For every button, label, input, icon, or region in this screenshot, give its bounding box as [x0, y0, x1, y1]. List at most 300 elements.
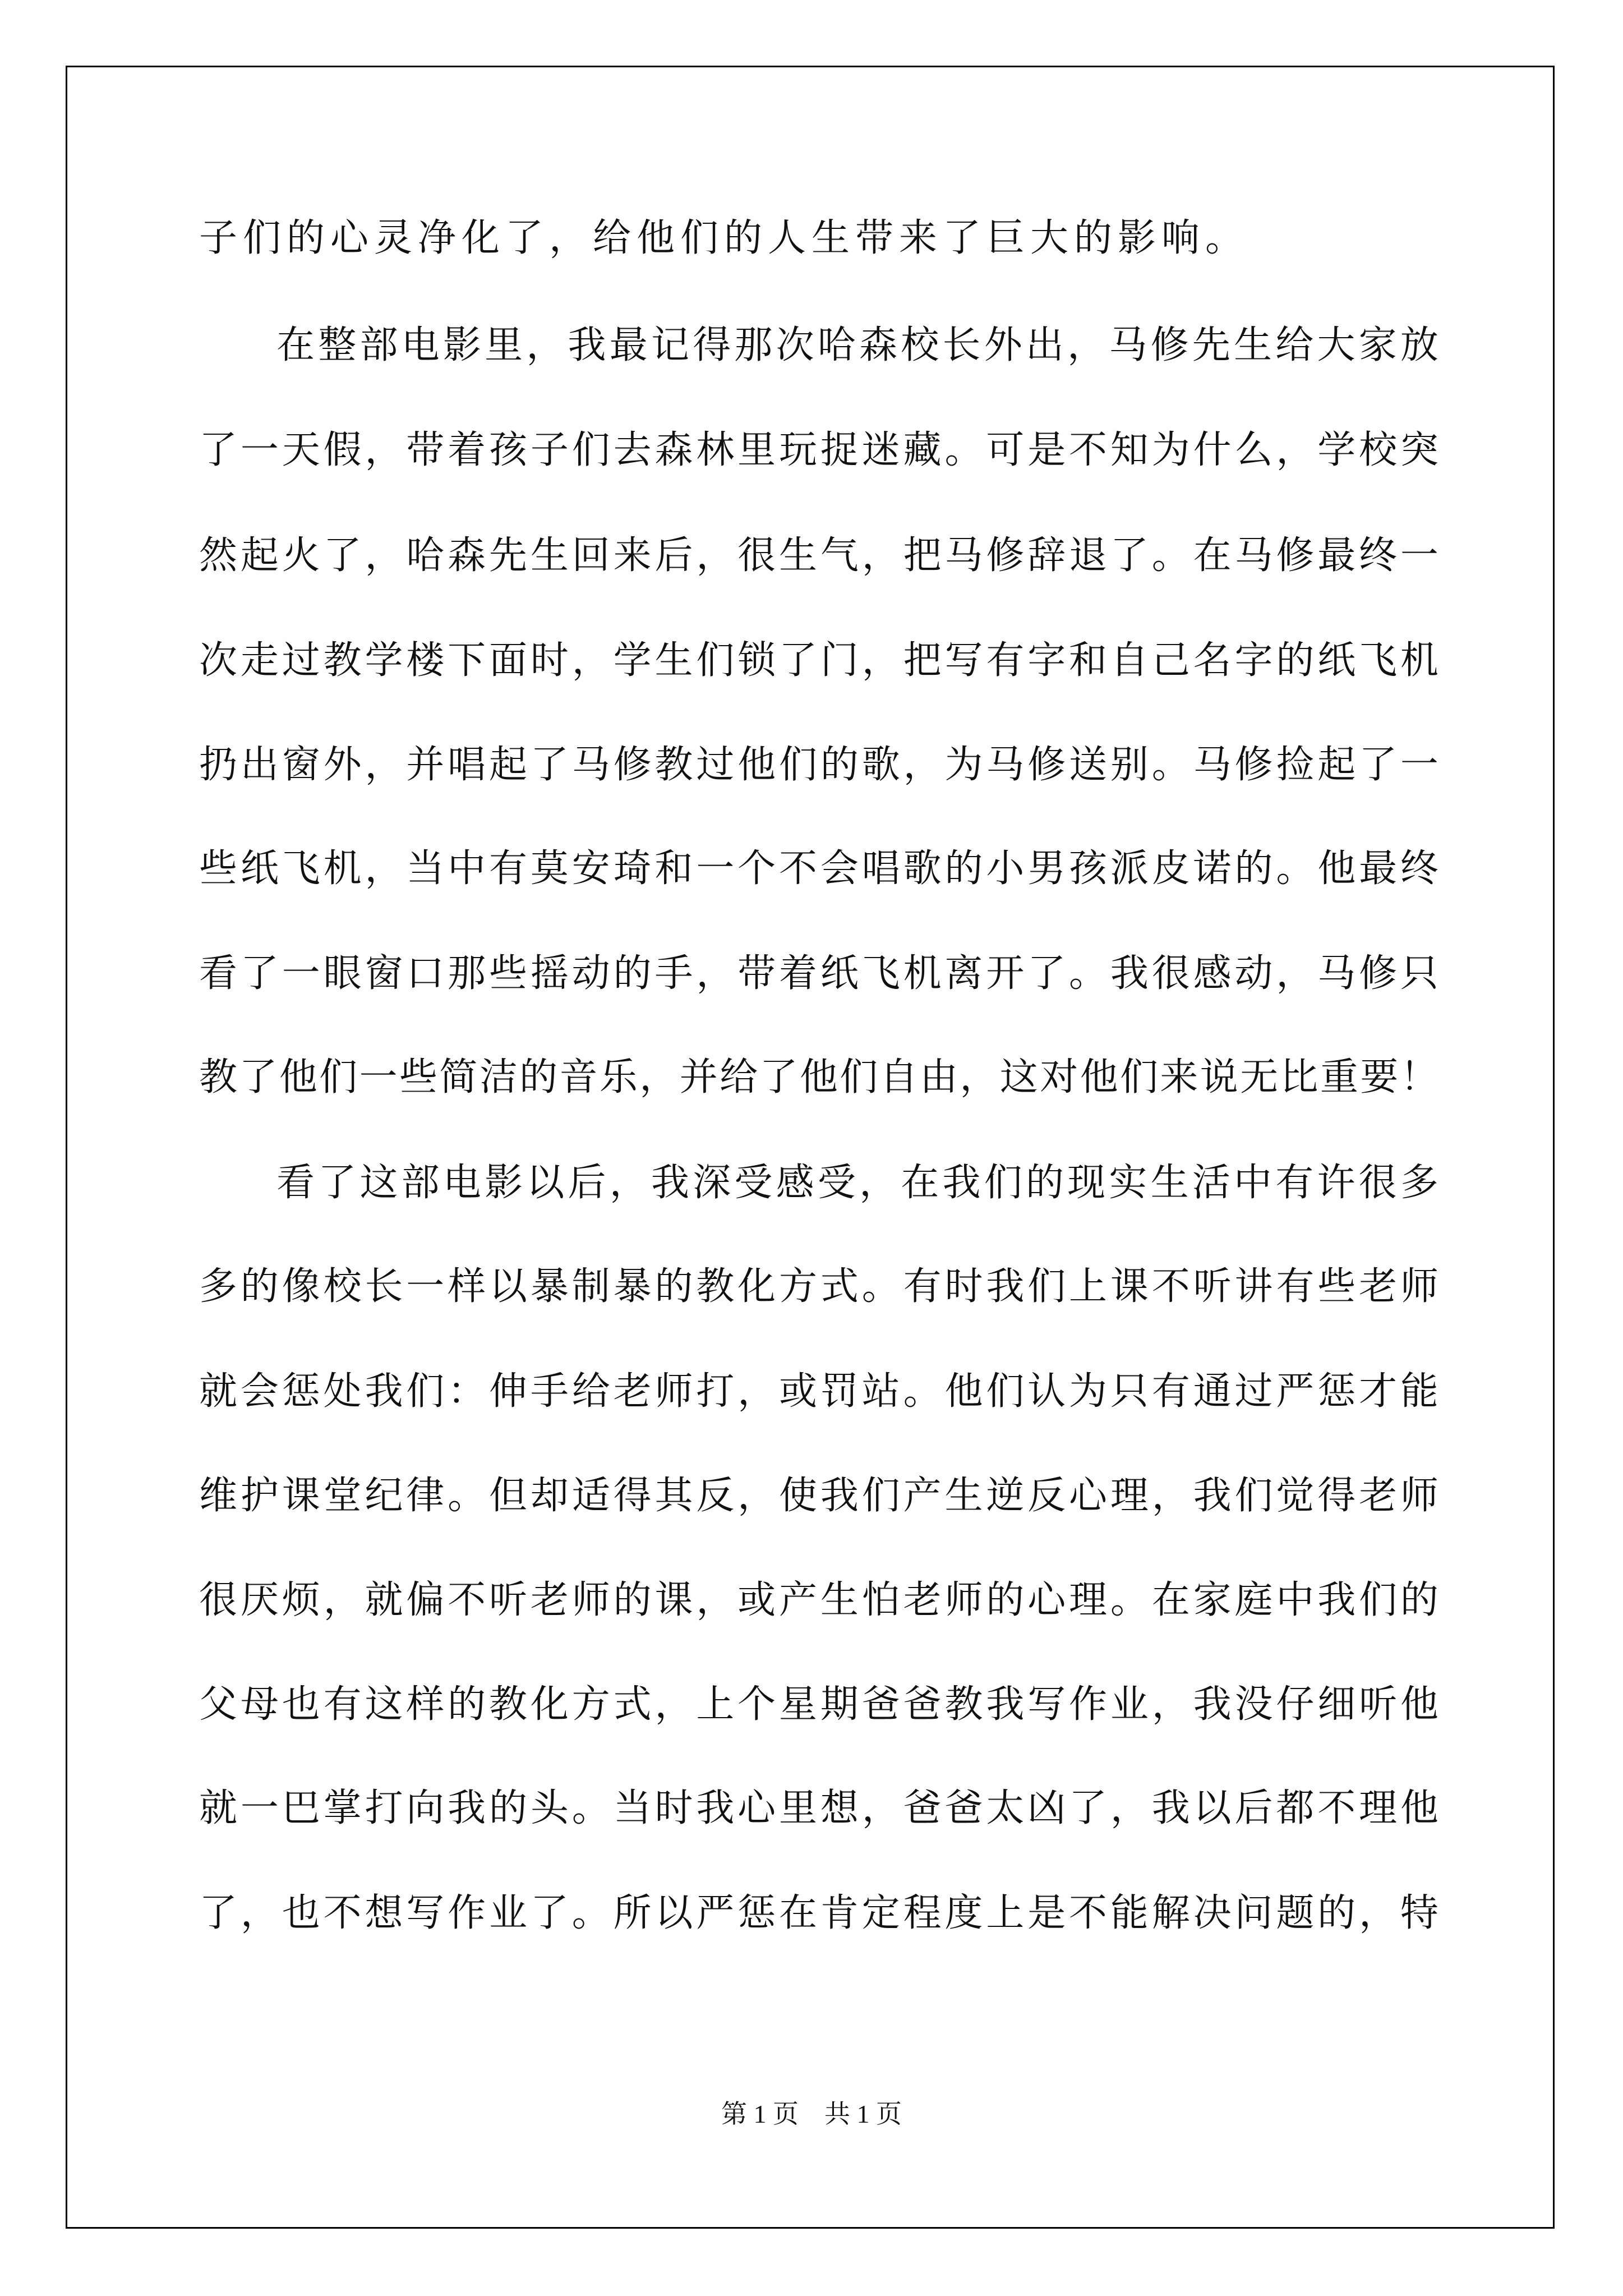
text-char: 的: [986, 1578, 1025, 1622]
text-char: 个: [737, 846, 776, 891]
text-char: 惩: [282, 1369, 320, 1414]
text-char: 程: [903, 1891, 942, 1935]
text-char: 了: [1069, 1786, 1108, 1830]
text-line-8: [199, 946, 1438, 1002]
text-char: 有: [903, 1264, 942, 1309]
text-char: 都: [1276, 1786, 1315, 1830]
text-char: ，: [639, 1055, 678, 1099]
text-char: 师: [654, 1369, 693, 1414]
text-char: 以: [489, 1264, 528, 1309]
text-char: 天: [282, 428, 320, 472]
text-char: 们: [861, 1474, 900, 1518]
text-char: 飞: [861, 951, 900, 996]
text-char: 就: [365, 1578, 403, 1622]
text-char: 处: [323, 1369, 362, 1414]
text-char: 们: [696, 638, 735, 683]
text-char: 理: [1069, 1578, 1108, 1622]
text-line-13: [199, 1468, 1438, 1524]
text-char: 受: [734, 1161, 773, 1205]
text-char: 终: [1359, 533, 1398, 578]
text-char: 。: [1069, 951, 1108, 996]
text-char: ，: [571, 638, 610, 683]
text-char: 我: [942, 1161, 981, 1205]
text-char: 式: [820, 1264, 859, 1309]
text-char: 个: [737, 1682, 776, 1727]
text-char: 会: [240, 1369, 279, 1414]
text-char: 的: [489, 1786, 528, 1830]
text-char: 马: [571, 743, 610, 787]
text-char: 老: [530, 1578, 569, 1622]
text-char: 头: [530, 1786, 569, 1830]
text-char: 爸: [944, 1786, 983, 1830]
text-char: 在: [276, 323, 315, 367]
text-char: 这: [999, 1055, 1038, 1099]
text-char: ，: [960, 1055, 998, 1099]
text-char: 作: [448, 1891, 486, 1935]
text-char: 扔: [199, 743, 238, 787]
text-char: 了: [1110, 533, 1149, 578]
text-char: 爸: [903, 1786, 942, 1830]
text-char: 的: [1400, 1578, 1438, 1622]
text-char: 向: [406, 1786, 445, 1830]
text-char: 我: [448, 1786, 486, 1830]
text-char: 看: [276, 1161, 315, 1205]
text-char: 重: [1320, 1055, 1358, 1099]
text-char: 过: [1234, 1369, 1273, 1414]
text-char: 林: [696, 428, 735, 472]
text-char: 课: [282, 1474, 320, 1518]
text-char: 逆: [986, 1474, 1025, 1518]
text-char: 听: [1359, 1682, 1398, 1727]
text-char: 家: [1193, 1578, 1232, 1622]
text-char: 突: [1400, 428, 1438, 472]
text-char: 哈: [406, 533, 445, 578]
text-char: 了: [199, 1891, 238, 1935]
text-char: 修: [1150, 323, 1189, 367]
text-char: 起: [1317, 743, 1356, 787]
text-char: 口: [406, 951, 445, 996]
text-char: 认: [1027, 1369, 1066, 1414]
text-char: 知: [1110, 428, 1149, 472]
text-char: 乐: [599, 1055, 638, 1099]
text-char: ！: [1400, 1055, 1438, 1099]
text-char: 有: [1275, 1161, 1314, 1205]
text-char: 了: [530, 1891, 569, 1935]
text-char: 也: [282, 1891, 320, 1935]
text-char: 哈: [817, 323, 856, 367]
text-char: 我: [651, 1161, 689, 1205]
text-char: 。: [571, 1891, 610, 1935]
text-char: 们: [986, 1369, 1025, 1414]
text-char: 在: [901, 1161, 939, 1205]
text-char: 修: [1234, 743, 1273, 787]
text-char: 没: [1234, 1682, 1273, 1727]
text-char: 有: [1276, 1264, 1315, 1309]
text-char: 教: [323, 638, 362, 683]
text-char: 师: [1400, 1264, 1438, 1309]
text-char: 活: [1192, 1161, 1230, 1205]
text-char: 他: [1317, 846, 1356, 891]
text-char: 出: [1025, 323, 1064, 367]
text-char: 问: [1234, 1891, 1273, 1935]
text-char: 捉: [820, 428, 859, 472]
text-char: 放: [1400, 323, 1438, 367]
text-char: 什: [1193, 428, 1232, 472]
text-char: 派: [1110, 846, 1149, 891]
text-char: 火: [282, 533, 320, 578]
text-char: 度: [944, 1891, 983, 1935]
text-char: ，: [861, 638, 900, 683]
text-char: 决: [1193, 1891, 1232, 1935]
text-char: 里: [485, 323, 523, 367]
text-char: 们: [319, 1055, 358, 1099]
text-char: 写: [944, 638, 983, 683]
text-char: 一: [359, 1055, 398, 1099]
text-char: 方: [571, 1682, 610, 1727]
text-char: 中: [1234, 1161, 1272, 1205]
text-char: 马: [1193, 743, 1232, 787]
text-char: 作: [1069, 1682, 1108, 1727]
text-char: 不: [779, 846, 818, 891]
text-char: 的: [820, 743, 859, 787]
text-char: 一: [1400, 533, 1438, 578]
text-char: 的: [613, 951, 652, 996]
text-char: 教: [489, 1682, 528, 1727]
text-char: 过: [696, 743, 735, 787]
text-char: 外: [323, 743, 362, 787]
text-char: 在: [1193, 533, 1232, 578]
text-char: 是: [1027, 428, 1066, 472]
text-char: 他: [944, 1369, 983, 1414]
text-char: 为: [944, 743, 983, 787]
text-char: 次: [199, 638, 238, 683]
text-char: ：: [448, 1369, 486, 1414]
text-char: 马: [1317, 951, 1356, 996]
text-char: 打: [365, 1786, 403, 1830]
text-char: 捡: [1276, 743, 1315, 787]
text-char: 教: [944, 1682, 983, 1727]
text-char: 反: [696, 1474, 735, 1518]
text-char: 那: [448, 951, 486, 996]
text-char: 里: [737, 428, 776, 472]
text-char: 上: [1069, 1264, 1108, 1309]
text-char: 别: [1110, 743, 1149, 787]
text-char: 他: [799, 1055, 838, 1099]
text-char: 但: [489, 1474, 528, 1518]
text-char: 最: [1317, 533, 1356, 578]
text-char: 讲: [1234, 1264, 1273, 1309]
text-char: 里: [779, 1786, 818, 1830]
text-char: 安: [571, 846, 610, 891]
text-char: 们: [1234, 1474, 1273, 1518]
text-char: 马: [944, 533, 983, 578]
text-char: 一: [282, 951, 320, 996]
text-char: ，: [696, 533, 735, 578]
text-char: 唱: [861, 846, 900, 891]
text-char: ，: [1151, 1682, 1190, 1727]
text-char: 严: [1276, 1369, 1315, 1414]
text-char: 们: [779, 743, 818, 787]
text-char: 这: [365, 1682, 403, 1727]
text-char: 。: [1151, 533, 1190, 578]
text-char: 不: [1069, 428, 1108, 472]
text-char: 长: [942, 323, 981, 367]
text-char: 起: [240, 533, 279, 578]
text-char: ，: [1067, 323, 1106, 367]
text-char: 音: [559, 1055, 598, 1099]
text-char: 不: [1069, 1891, 1108, 1935]
text-char: 不: [1151, 1264, 1190, 1309]
text-char: 生: [779, 533, 818, 578]
text-char: 了: [530, 743, 569, 787]
text-char: 纸: [1317, 638, 1356, 683]
text-char: 门: [820, 638, 859, 683]
text-char: 课: [1110, 1264, 1149, 1309]
text-char: 着: [779, 951, 818, 996]
text-char: 把: [903, 533, 942, 578]
text-char: 我: [696, 1786, 735, 1830]
text-char: 却: [530, 1474, 569, 1518]
text-char: 飞: [282, 846, 320, 891]
text-char: 打: [696, 1369, 735, 1414]
text-char: 为: [1069, 1369, 1108, 1414]
text-char: 校: [901, 323, 939, 367]
text-char: 些: [1317, 1264, 1356, 1309]
text-char: 给: [720, 1055, 758, 1099]
text-char: 时: [654, 1786, 693, 1830]
text-char: 带: [737, 951, 776, 996]
text-char: 纸: [820, 951, 859, 996]
text-char: 对: [1040, 1055, 1078, 1099]
text-char: 许: [1317, 1161, 1355, 1205]
text-char: 孩: [1069, 846, 1108, 891]
text-char: 机: [903, 951, 942, 996]
text-char: 爸: [903, 1682, 942, 1727]
text-char: 师: [1400, 1474, 1438, 1518]
text-char: 纪: [365, 1474, 403, 1518]
text-char: 的: [1276, 638, 1315, 683]
text-char: 教: [696, 1264, 735, 1309]
text-char: 我: [1151, 1786, 1190, 1830]
text-char: 们: [406, 1369, 445, 1414]
text-char: 我: [820, 1474, 859, 1518]
text-char: 课: [654, 1578, 693, 1622]
text-char: 。: [571, 1786, 610, 1830]
text-char: 然: [199, 533, 238, 578]
text-char: 化: [737, 1264, 776, 1309]
text-char: 和: [1069, 638, 1108, 683]
text-char: 了: [323, 533, 362, 578]
text-char: 受: [817, 1161, 856, 1205]
text-char: 电: [401, 323, 440, 367]
text-char: 些: [199, 846, 238, 891]
text-char: 了: [239, 1055, 278, 1099]
text-char: 适: [571, 1474, 610, 1518]
text-char: 修: [613, 743, 652, 787]
text-line-10: [276, 1155, 1438, 1211]
text-char: 要: [1360, 1055, 1399, 1099]
text-char: 给: [571, 1369, 610, 1414]
text-char: ，: [737, 1474, 776, 1518]
text-char: 就: [199, 1786, 238, 1830]
text-char: 伸: [489, 1369, 528, 1414]
text-char: 中: [1276, 1578, 1315, 1622]
text-char: 们: [1027, 1264, 1066, 1309]
text-char: 男: [1027, 846, 1066, 891]
text-char: 巴: [282, 1786, 320, 1830]
text-char: 多: [199, 1264, 238, 1309]
text-char: 的: [654, 1264, 693, 1309]
text-char: 终: [1400, 846, 1438, 891]
text-char: 很: [1151, 951, 1190, 996]
text-char: 心: [1069, 1474, 1108, 1518]
text-char: 次: [776, 323, 814, 367]
text-char: 藏: [903, 428, 942, 472]
text-char: 可: [986, 428, 1025, 472]
text-char: 回: [571, 533, 610, 578]
text-char: 的: [613, 1578, 652, 1622]
text-char: 校: [323, 1264, 362, 1309]
text-char: 产: [779, 1578, 818, 1622]
text-char: 我: [986, 1264, 1025, 1309]
text-char: 像: [282, 1264, 320, 1309]
text-char: 是: [1027, 1891, 1066, 1935]
text-char: 堂: [323, 1474, 362, 1518]
text-char: 暴: [613, 1264, 652, 1309]
text-char: 业: [1110, 1682, 1149, 1727]
text-char: 厌: [240, 1578, 279, 1622]
text-char: ，: [365, 743, 403, 787]
text-char: 我: [1110, 951, 1149, 996]
text-char: 学: [365, 638, 403, 683]
text-char: 上: [986, 1891, 1025, 1935]
text-char: 其: [654, 1474, 693, 1518]
text-char: 产: [903, 1474, 942, 1518]
text-char: ，: [365, 846, 403, 891]
text-char: 教: [654, 743, 693, 787]
text-char: 们: [571, 428, 610, 472]
text-char: 会: [820, 846, 859, 891]
text-line-16: [199, 1780, 1438, 1837]
text-char: 么: [1234, 428, 1273, 472]
text-char: 学: [1317, 428, 1356, 472]
text-char: 也: [282, 1682, 320, 1727]
text-char: 怕: [861, 1578, 900, 1622]
text-char: 了: [199, 428, 238, 472]
text-char: 自: [1110, 638, 1149, 683]
text-char: 说: [1200, 1055, 1238, 1099]
text-char: 中: [448, 846, 486, 891]
text-char: 了: [318, 1161, 357, 1205]
text-char: 。: [1110, 1578, 1149, 1622]
text-char: 当: [406, 846, 445, 891]
text-char: 深: [693, 1161, 731, 1205]
text-char: 简: [439, 1055, 478, 1099]
text-char: 眼: [323, 951, 362, 996]
text-line-12: [199, 1364, 1438, 1420]
text-char: 并: [406, 743, 445, 787]
text-char: 些: [399, 1055, 437, 1099]
text-char: 假: [323, 428, 362, 472]
text-char: 想: [365, 1891, 403, 1935]
text-char: 制: [571, 1264, 610, 1309]
text-char: ，: [654, 1682, 693, 1727]
text-char: 窗: [282, 743, 320, 787]
text-line-3: [199, 422, 1438, 478]
text-char: 有: [489, 846, 528, 891]
text-char: 离: [944, 951, 983, 996]
text-char: 琦: [613, 846, 652, 891]
text-char: 现: [1067, 1161, 1106, 1205]
text-char: 不: [323, 1891, 362, 1935]
text-char: 老: [1359, 1474, 1398, 1518]
text-char: 了: [779, 638, 818, 683]
text-char: 所: [613, 1891, 652, 1935]
text-char: 马: [1109, 323, 1147, 367]
text-char: 比: [1280, 1055, 1318, 1099]
text-char: 的: [1025, 1161, 1064, 1205]
text-char: 。: [944, 428, 983, 472]
text-char: 己: [1151, 638, 1190, 683]
text-char: 烦: [282, 1578, 320, 1622]
text-char: 想: [820, 1786, 859, 1830]
text-char: 最: [1359, 846, 1398, 891]
text-char: 以: [654, 1891, 693, 1935]
text-char: 动: [1234, 951, 1273, 996]
text-char: 那: [734, 323, 773, 367]
text-char: 我: [1193, 1682, 1232, 1727]
text-char: 样: [406, 1682, 445, 1727]
text-char: 时: [944, 1264, 983, 1309]
text-char: 他: [1080, 1055, 1118, 1099]
text-char: 很: [199, 1578, 238, 1622]
text-char: 凶: [1027, 1786, 1066, 1830]
text-char: ，: [1359, 1891, 1398, 1935]
text-char: 业: [489, 1891, 528, 1935]
text-char: 解: [1151, 1891, 1190, 1935]
text-char: 唱: [448, 743, 486, 787]
text-char: 定: [861, 1891, 900, 1935]
text-char: 面: [489, 638, 528, 683]
text-char: 自: [879, 1055, 918, 1099]
text-char: 心: [737, 1786, 776, 1830]
text-char: 期: [820, 1682, 859, 1727]
text-char: 给: [1275, 323, 1314, 367]
text-char: 得: [1317, 1474, 1356, 1518]
text-char: 去: [613, 428, 652, 472]
text-line-15: [199, 1677, 1438, 1733]
text-char: 才: [1359, 1369, 1398, 1414]
text-char: 感: [1193, 951, 1232, 996]
text-char: 生: [944, 1474, 983, 1518]
text-char: 能: [1110, 1891, 1149, 1935]
text-char: 名: [1193, 638, 1232, 683]
text-char: 的: [944, 846, 983, 891]
text-char: 后: [654, 533, 693, 578]
text-char: 就: [199, 1369, 238, 1414]
text-char: 特: [1400, 1891, 1438, 1935]
text-char: 很: [737, 533, 776, 578]
text-char: 多: [1400, 1161, 1438, 1205]
text-char: 有: [1151, 1369, 1190, 1414]
text-char: 修: [1027, 743, 1066, 787]
text-char: 纸: [240, 846, 279, 891]
text-char: 庭: [1234, 1578, 1273, 1622]
text-char: 起: [489, 743, 528, 787]
text-char: 他: [1400, 1786, 1438, 1830]
text-char: 窗: [365, 951, 403, 996]
text-char: ，: [861, 533, 900, 578]
